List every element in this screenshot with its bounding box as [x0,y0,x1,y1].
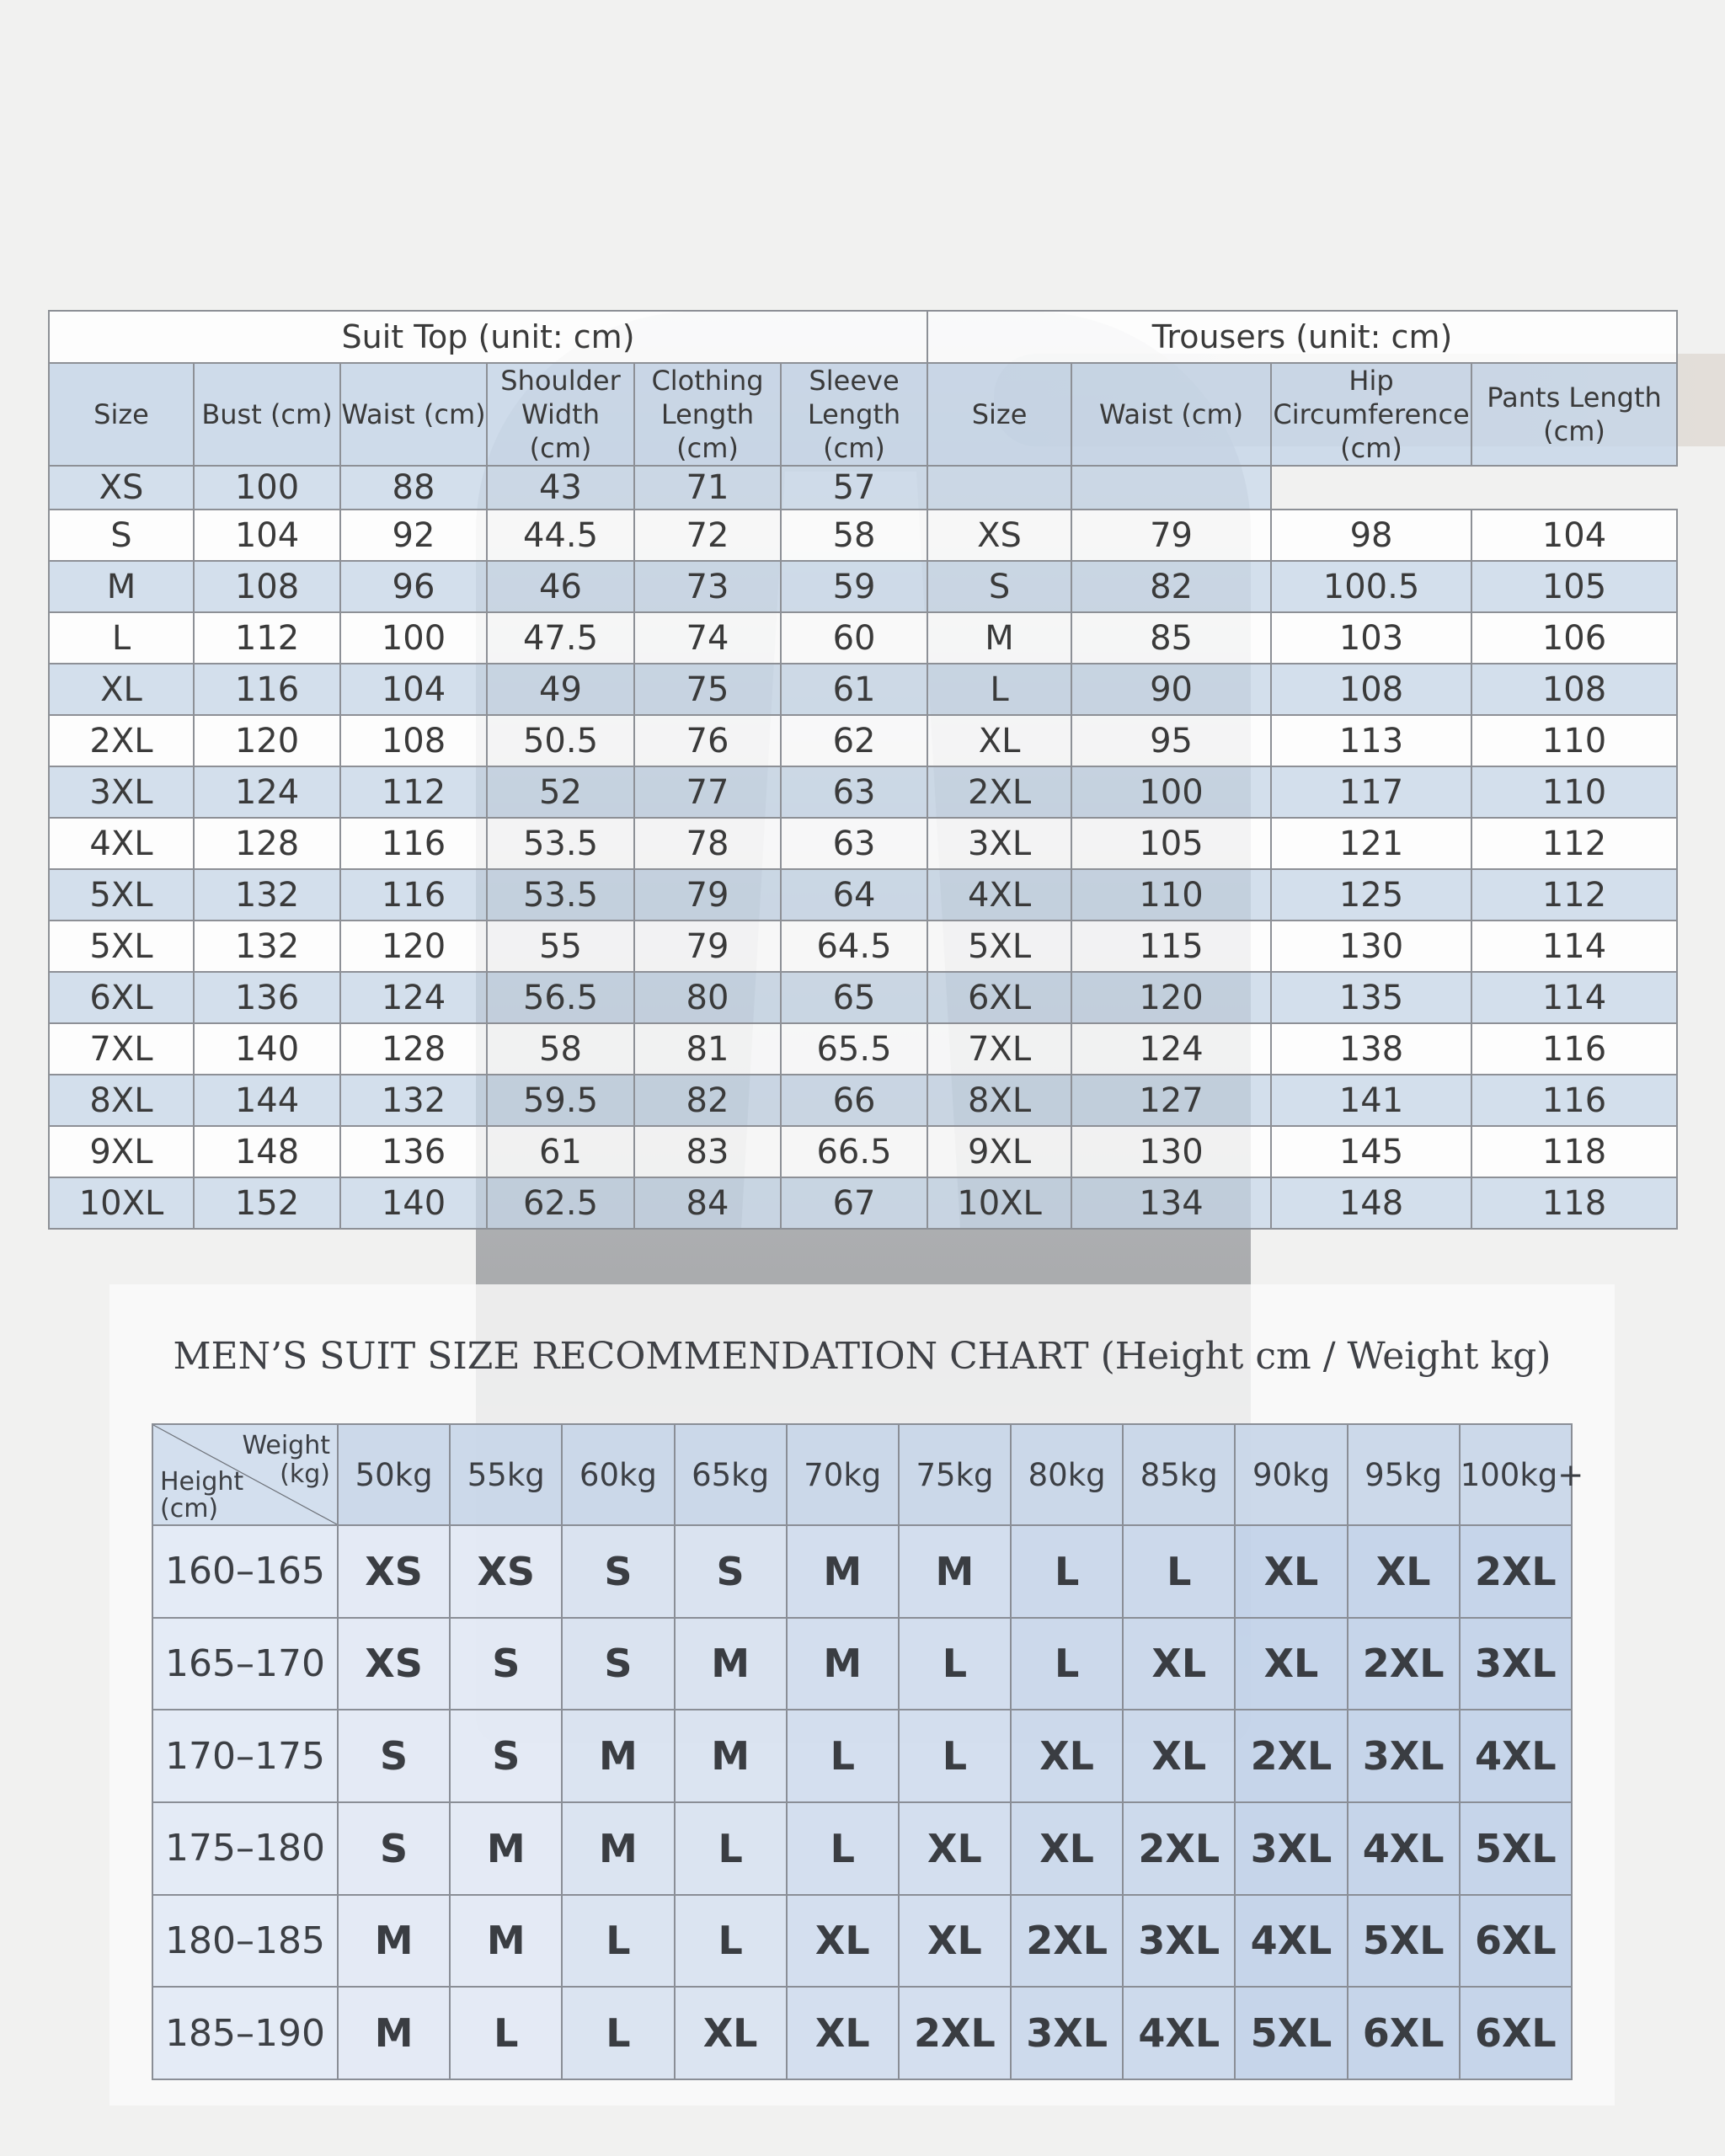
trouser-cell: 108 [1271,664,1471,715]
trouser-cell: 130 [1071,1126,1271,1177]
top-cell: 73 [634,561,781,612]
trouser-cell: 5XL [927,921,1071,972]
size-row [49,612,1677,664]
weight-header: 50kg [338,1424,450,1525]
size-row [49,1075,1677,1126]
top-cell: 5XL [49,921,194,972]
top-cell: 52 [487,766,634,818]
height-row [152,1710,1572,1802]
trouser-cell: M [927,612,1071,664]
trouser-cell: 100.5 [1271,561,1471,612]
top-cell: 112 [340,766,487,818]
size-row [49,715,1677,766]
recommended-size-cell: 2XL [899,1987,1011,2079]
top-cell: 112 [194,612,340,664]
top-cell: 53.5 [487,869,634,921]
recommended-size-cell: 3XL [1011,1987,1123,2079]
top-cell: 43 [487,466,634,510]
recommended-size-cell: M [338,1987,450,2079]
trouser-cell: 113 [1271,715,1471,766]
height-label: 170–175 [152,1710,338,1802]
top-cell: 128 [194,818,340,869]
recommended-size-cell: XL [899,1802,1011,1895]
trouser-header-pants-length: Pants Length (cm) [1471,363,1677,466]
recommended-size-cell: XL [1011,1802,1123,1895]
top-cell: 47.5 [487,612,634,664]
trouser-cell: 100 [1071,766,1271,818]
top-cell: 100 [340,612,487,664]
top-cell: 120 [340,921,487,972]
top-cell: 132 [194,921,340,972]
weight-header: 65kg [675,1424,787,1525]
trouser-cell: 135 [1271,972,1471,1023]
recommended-size-cell: 6XL [1460,1987,1572,2079]
trouser-cell: 134 [1071,1177,1271,1229]
top-cell: 49 [487,664,634,715]
top-cell: 66.5 [781,1126,927,1177]
top-cell: 9XL [49,1126,194,1177]
trouser-cell: 2XL [927,766,1071,818]
recommended-size-cell: M [787,1525,899,1618]
size-row [49,1023,1677,1075]
top-cell: 144 [194,1075,340,1126]
trouser-header-hip: Hip Circumference (cm) [1271,363,1471,466]
top-cell: 3XL [49,766,194,818]
trouser-cell: 130 [1271,921,1471,972]
recommended-size-cell: XL [1348,1525,1460,1618]
weight-header: 60kg [562,1424,674,1525]
recommended-size-cell: 3XL [1123,1895,1235,1988]
top-cell: 132 [194,869,340,921]
recommended-size-cell: M [675,1710,787,1802]
height-label: 175–180 [152,1802,338,1895]
recommended-size-cell: 2XL [1348,1618,1460,1710]
top-cell: 76 [634,715,781,766]
recommendation-title: MEN’S SUIT SIZE RECOMMENDATION CHART (Height cm / Weight kg) [173,1335,1551,1378]
trouser-cell: XS [927,510,1071,561]
trouser-cell: 116 [1471,1075,1677,1126]
recommended-size-cell: 3XL [1348,1710,1460,1802]
top-cell: 120 [194,715,340,766]
recommended-size-cell: L [562,1895,674,1988]
trouser-cell: S [927,561,1071,612]
trouser-empty-cell [1071,466,1271,510]
trouser-cell: 141 [1271,1075,1471,1126]
recommended-size-cell: M [562,1802,674,1895]
recommended-size-cell: S [450,1618,562,1710]
size-row [49,921,1677,972]
corner-height-label: Height (cm) [160,1467,244,1524]
recommended-size-cell: XL [675,1987,787,2079]
trouser-cell: 112 [1471,869,1677,921]
recommended-size-cell: 2XL [1235,1710,1347,1802]
top-cell: 61 [487,1126,634,1177]
size-row [49,1177,1677,1229]
trouser-cell: 104 [1471,510,1677,561]
top-cell: S [49,510,194,561]
height-row [152,1802,1572,1895]
size-row [49,869,1677,921]
top-cell: 7XL [49,1023,194,1075]
trouser-cell: 3XL [927,818,1071,869]
size-row [49,766,1677,818]
trouser-cell: 116 [1471,1023,1677,1075]
recommended-size-cell: 5XL [1235,1987,1347,2079]
recommended-size-cell: L [899,1710,1011,1802]
top-cell: 63 [781,818,927,869]
top-cell: 136 [194,972,340,1023]
top-cell: 78 [634,818,781,869]
height-label: 180–185 [152,1895,338,1988]
height-label: 185–190 [152,1987,338,2079]
recommended-size-cell: L [1123,1525,1235,1618]
top-cell: 75 [634,664,781,715]
top-cell: 65 [781,972,927,1023]
trouser-cell: 127 [1071,1075,1271,1126]
top-cell: 58 [487,1023,634,1075]
recommended-size-cell: XL [899,1895,1011,1988]
trouser-header-size: Size [927,363,1071,466]
trouser-cell: 7XL [927,1023,1071,1075]
height-row [152,1895,1572,1988]
recommended-size-cell: 2XL [1011,1895,1123,1988]
recommended-size-cell: XL [1235,1525,1347,1618]
top-cell: 8XL [49,1075,194,1126]
top-cell: 152 [194,1177,340,1229]
trouser-cell: 112 [1471,818,1677,869]
recommended-size-cell: 4XL [1460,1710,1572,1802]
recommended-size-cell: 6XL [1460,1895,1572,1988]
top-cell: M [49,561,194,612]
trouser-cell: 145 [1271,1126,1471,1177]
recommended-size-cell: 2XL [1460,1525,1572,1618]
top-cell: XL [49,664,194,715]
height-label: 160–165 [152,1525,338,1618]
top-cell: 55 [487,921,634,972]
top-header-clothing-length: Clothing Length (cm) [634,363,781,466]
recommended-size-cell: XL [787,1987,899,2079]
top-cell: 136 [340,1126,487,1177]
trouser-cell: 103 [1271,612,1471,664]
top-cell: 80 [634,972,781,1023]
weight-header: 55kg [450,1424,562,1525]
trouser-cell: 10XL [927,1177,1071,1229]
trouser-cell: 85 [1071,612,1271,664]
recommendation-panel [109,1284,1615,2105]
top-cell: 50.5 [487,715,634,766]
recommended-size-cell: M [450,1802,562,1895]
trouser-cell: 95 [1071,715,1271,766]
top-cell: 58 [781,510,927,561]
top-cell: 2XL [49,715,194,766]
recommended-size-cell: S [338,1802,450,1895]
height-row [152,1618,1572,1710]
top-cell: 64.5 [781,921,927,972]
top-cell: 59.5 [487,1075,634,1126]
recommended-size-cell: 5XL [1460,1802,1572,1895]
top-header-size: Size [49,363,194,466]
corner-header [152,1424,338,1525]
top-cell: 64 [781,869,927,921]
top-cell: 10XL [49,1177,194,1229]
trouser-cell: 108 [1471,664,1677,715]
top-cell: 62 [781,715,927,766]
recommended-size-cell: L [562,1987,674,2079]
top-cell: 88 [340,466,487,510]
trouser-cell: 9XL [927,1126,1071,1177]
recommended-size-cell: XS [338,1525,450,1618]
top-cell: 116 [194,664,340,715]
recommended-size-cell: 4XL [1123,1987,1235,2079]
top-cell: 148 [194,1126,340,1177]
recommended-size-cell: 3XL [1235,1802,1347,1895]
recommended-size-cell: XL [1235,1618,1347,1710]
trouser-cell: 110 [1071,869,1271,921]
top-cell: 46 [487,561,634,612]
size-row [49,510,1677,561]
trouser-cell: 138 [1271,1023,1471,1075]
trouser-cell: 82 [1071,561,1271,612]
top-cell: 60 [781,612,927,664]
top-cell: 108 [194,561,340,612]
top-cell: 84 [634,1177,781,1229]
top-cell: 116 [340,818,487,869]
top-cell: 81 [634,1023,781,1075]
top-cell: 108 [340,715,487,766]
top-header-bust: Bust (cm) [194,363,340,466]
top-cell: 4XL [49,818,194,869]
recommended-size-cell: S [450,1710,562,1802]
top-header-shoulder: Shoulder Width (cm) [487,363,634,466]
recommended-size-cell: L [675,1895,787,1988]
top-cell: 65.5 [781,1023,927,1075]
recommended-size-cell: L [1011,1525,1123,1618]
recommended-size-cell: S [338,1710,450,1802]
recommended-size-cell: M [787,1618,899,1710]
recommended-size-cell: XL [787,1895,899,1988]
recommended-size-cell: L [450,1987,562,2079]
recommended-size-cell: S [562,1618,674,1710]
recommended-size-cell: 4XL [1348,1802,1460,1895]
top-cell: 96 [340,561,487,612]
trouser-cell: 120 [1071,972,1271,1023]
size-row [49,818,1677,869]
recommended-size-cell: L [1011,1618,1123,1710]
top-cell: 6XL [49,972,194,1023]
trouser-cell: XL [927,715,1071,766]
trouser-cell: 148 [1271,1177,1471,1229]
top-cell: 72 [634,510,781,561]
trouser-cell: 90 [1071,664,1271,715]
weight-header: 100kg+ [1460,1424,1572,1525]
recommended-size-cell: M [675,1618,787,1710]
recommended-size-cell: M [562,1710,674,1802]
top-cell: 74 [634,612,781,664]
size-chart-table [48,310,1678,1230]
trouser-cell: 110 [1471,766,1677,818]
trouser-cell: 105 [1471,561,1677,612]
recommended-size-cell: M [338,1895,450,1988]
size-row [49,466,1677,510]
recommended-size-cell: 2XL [1123,1802,1235,1895]
top-cell: 44.5 [487,510,634,561]
trouser-cell: 114 [1471,972,1677,1023]
weight-header: 80kg [1011,1424,1123,1525]
weight-header: 90kg [1235,1424,1347,1525]
trouser-header-waist: Waist (cm) [1071,363,1271,466]
top-cell: 83 [634,1126,781,1177]
trouser-cell: 106 [1471,612,1677,664]
top-cell: 92 [340,510,487,561]
size-row [49,1126,1677,1177]
top-cell: XS [49,466,194,510]
trouser-cell: L [927,664,1071,715]
top-header-sleeve-length: Sleeve Length (cm) [781,363,927,466]
trouser-empty-cell [927,466,1071,510]
height-row [152,1987,1572,2079]
height-label: 165–170 [152,1618,338,1710]
recommended-size-cell: XL [1011,1710,1123,1802]
size-row [49,561,1677,612]
top-cell: L [49,612,194,664]
top-cell: 61 [781,664,927,715]
top-cell: 124 [340,972,487,1023]
trouser-cell: 118 [1471,1177,1677,1229]
top-cell: 124 [194,766,340,818]
recommended-size-cell: M [450,1895,562,1988]
trouser-cell: 115 [1071,921,1271,972]
weight-header: 75kg [899,1424,1011,1525]
weight-header: 70kg [787,1424,899,1525]
recommended-size-cell: 4XL [1235,1895,1347,1988]
top-cell: 100 [194,466,340,510]
recommended-size-cell: S [562,1525,674,1618]
recommended-size-cell: XL [1123,1710,1235,1802]
recommended-size-cell: 3XL [1460,1618,1572,1710]
recommended-size-cell: 6XL [1348,1987,1460,2079]
recommended-size-cell: 5XL [1348,1895,1460,1988]
recommended-size-cell: XS [338,1618,450,1710]
top-cell: 104 [194,510,340,561]
recommended-size-cell: L [899,1618,1011,1710]
top-cell: 59 [781,561,927,612]
trouser-cell: 114 [1471,921,1677,972]
weight-header: 85kg [1123,1424,1235,1525]
recommended-size-cell: XS [450,1525,562,1618]
top-header-waist: Waist (cm) [340,363,487,466]
suit-top-title: Suit Top (unit: cm) [49,311,927,363]
trouser-cell: 118 [1471,1126,1677,1177]
top-cell: 67 [781,1177,927,1229]
trouser-cell: 98 [1271,510,1471,561]
recommended-size-cell: L [675,1802,787,1895]
recommended-size-cell: XL [1123,1618,1235,1710]
top-cell: 62.5 [487,1177,634,1229]
trouser-cell: 110 [1471,715,1677,766]
trouser-cell: 125 [1271,869,1471,921]
size-row [49,664,1677,715]
top-cell: 132 [340,1075,487,1126]
recommended-size-cell: M [899,1525,1011,1618]
top-cell: 82 [634,1075,781,1126]
top-cell: 140 [194,1023,340,1075]
trouser-cell: 79 [1071,510,1271,561]
size-row [49,972,1677,1023]
top-cell: 104 [340,664,487,715]
trouser-cell: 105 [1071,818,1271,869]
recommendation-table [152,1423,1584,2080]
recommended-size-cell: S [675,1525,787,1618]
trouser-cell: 124 [1071,1023,1271,1075]
trouser-cell: 4XL [927,869,1071,921]
top-cell: 128 [340,1023,487,1075]
top-cell: 116 [340,869,487,921]
corner-weight-label: Weight (kg) [242,1431,330,1489]
weight-header: 95kg [1348,1424,1460,1525]
trousers-title: Trousers (unit: cm) [927,311,1677,363]
top-cell: 66 [781,1075,927,1126]
top-cell: 53.5 [487,818,634,869]
top-cell: 77 [634,766,781,818]
height-row [152,1525,1572,1618]
top-cell: 57 [781,466,927,510]
trouser-cell: 121 [1271,818,1471,869]
trouser-cell: 8XL [927,1075,1071,1126]
top-cell: 63 [781,766,927,818]
recommended-size-cell: L [787,1710,899,1802]
trouser-cell: 6XL [927,972,1071,1023]
top-cell: 5XL [49,869,194,921]
top-cell: 56.5 [487,972,634,1023]
trouser-cell: 117 [1271,766,1471,818]
top-cell: 79 [634,921,781,972]
top-cell: 140 [340,1177,487,1229]
top-cell: 71 [634,466,781,510]
top-cell: 79 [634,869,781,921]
recommended-size-cell: L [787,1802,899,1895]
